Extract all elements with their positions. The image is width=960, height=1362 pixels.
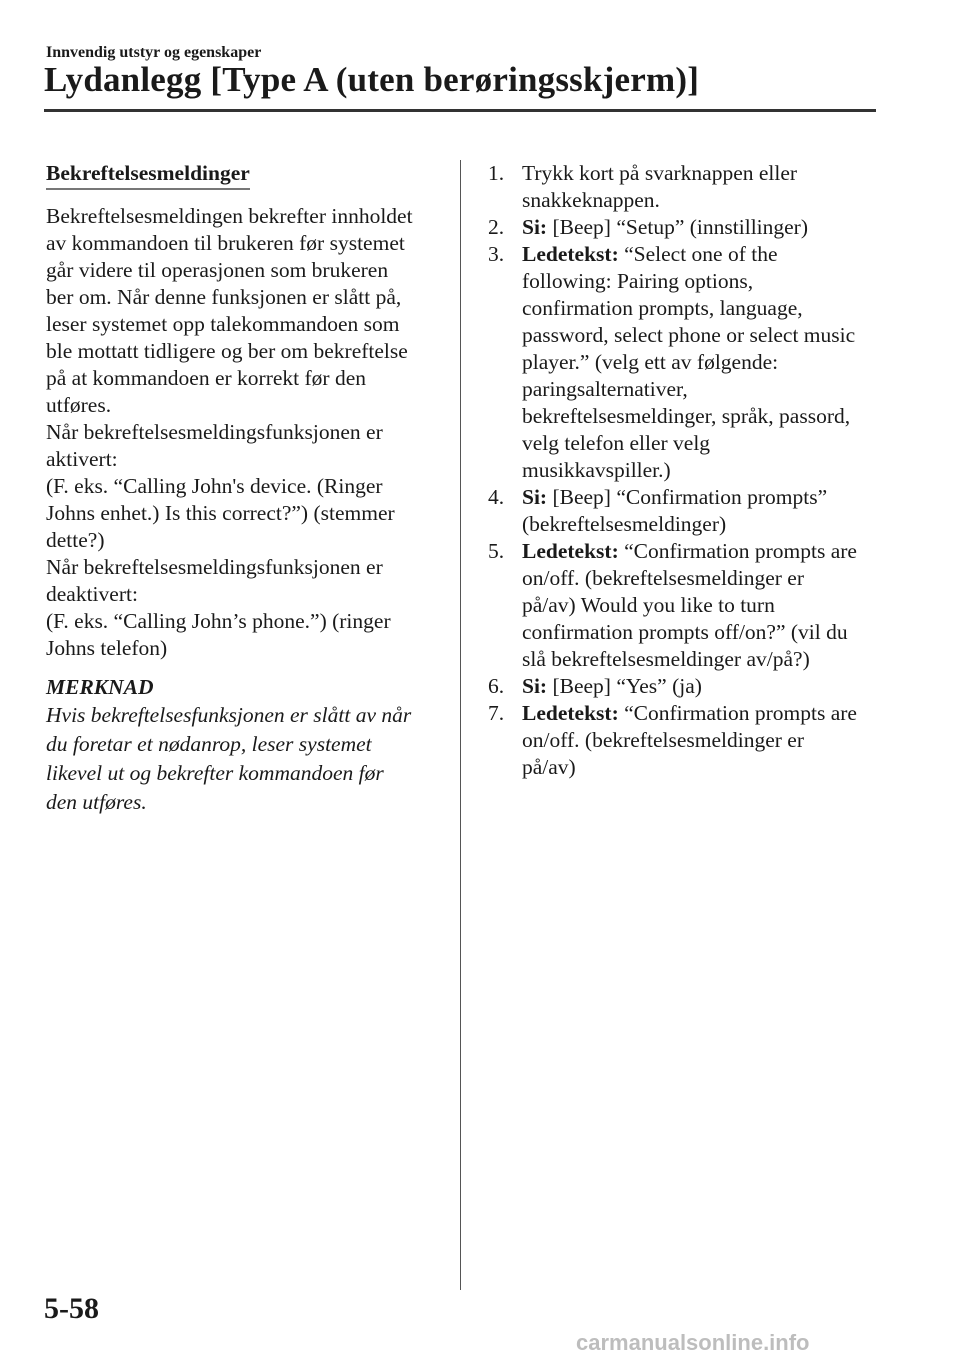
step-item [488, 484, 888, 538]
note-line: Hvis bekreftelsesfunksjonen er slått av når [46, 703, 412, 727]
step-text: “Select one of the [618, 242, 778, 266]
step-line: on/off. (bekreftelsesmeldinger er [522, 728, 804, 752]
step-first-line [522, 214, 888, 241]
section-label: Innvendig utstyr og egenskaper [46, 44, 262, 61]
step-line: confirmation prompts off/on?” (vil du [522, 620, 848, 644]
step-line: bekreftelsesmeldinger, språk, passord, [522, 404, 851, 428]
step-line: slå bekreftelsesmeldinger av/på?) [522, 647, 810, 671]
paragraph-line: (F. eks. “Calling John’s phone.”) (ringer [46, 609, 391, 633]
note-title: MERKNAD [46, 675, 154, 699]
page-title: Lydanlegg [Type A (uten berøringsskjerm)] [44, 60, 700, 99]
title-rule [44, 109, 876, 112]
body-paragraph [46, 203, 441, 662]
step-number: 2. [488, 215, 505, 239]
paragraph-line: går videre til operasjonen som brukeren [46, 258, 389, 282]
paragraph-line: på at kommandoen er korrekt før den [46, 366, 366, 390]
paragraph-line: Når bekreftelsesmeldingsfunksjonen er [46, 420, 383, 444]
paragraph-line: ber om. Når denne funksjonen er slått på, [46, 285, 402, 309]
paragraph-line: av kommandoen til brukeren før systemet [46, 231, 405, 255]
paragraph-line: deaktivert: [46, 582, 138, 606]
step-first-line [522, 538, 888, 565]
step-number: 3. [488, 242, 505, 266]
step-line: snakkeknappen. [522, 188, 660, 212]
step-keyword: Si: [522, 215, 548, 239]
step-line: på/av) Would you like to turn [522, 593, 775, 617]
step-text: “Confirmation prompts are [618, 539, 857, 563]
watermark: carmanualsonline.info [576, 1330, 810, 1355]
step-number: 1. [488, 161, 505, 185]
paragraph-line: ble mottatt tidligere og ber om bekreftelse [46, 339, 408, 363]
note-block [46, 674, 441, 817]
step-line: velg telefon eller velg [522, 431, 711, 455]
step-text: [Beep] “Setup” (innstillinger) [547, 215, 809, 239]
step-line: paringsalternativer, [522, 377, 688, 401]
column-divider [460, 160, 461, 1290]
step-first-line [522, 673, 888, 700]
paragraph-line: aktivert: [46, 447, 118, 471]
step-item [488, 673, 888, 700]
step-keyword: Si: [522, 485, 548, 509]
step-item [488, 538, 888, 673]
step-text: [Beep] “Confirmation prompts” [547, 485, 828, 509]
paragraph-line: Bekreftelsesmeldingen bekrefter innholdet [46, 204, 413, 228]
step-item [488, 700, 888, 781]
paragraph-line: leser systemet opp talekommandoen som [46, 312, 400, 336]
step-keyword: Si: [522, 674, 548, 698]
subheading: Bekreftelsesmeldinger [46, 160, 250, 190]
note-body [46, 701, 441, 817]
left-column [46, 160, 441, 817]
step-number: 5. [488, 539, 505, 563]
step-number: 7. [488, 701, 505, 725]
step-first-line [522, 700, 888, 727]
step-number: 4. [488, 485, 505, 509]
step-text: “Confirmation prompts are [618, 701, 857, 725]
paragraph-line: (F. eks. “Calling John's device. (Ringer [46, 474, 383, 498]
paragraph-line: utføres. [46, 393, 112, 417]
step-line: på/av) [522, 755, 576, 779]
step-number: 6. [488, 674, 505, 698]
step-list [488, 160, 888, 781]
note-line: den utføres. [46, 790, 147, 814]
step-first-line [522, 484, 888, 511]
step-item [488, 160, 888, 214]
step-item [488, 214, 888, 241]
paragraph-line: Johns telefon) [46, 636, 168, 660]
note-line: likevel ut og bekrefter kommandoen før [46, 761, 384, 785]
paragraph-line: dette?) [46, 528, 105, 552]
step-line: password, select phone or select music [522, 323, 856, 347]
step-keyword: Ledetekst: [522, 701, 619, 725]
step-first-line [522, 241, 888, 268]
step-text: Trykk kort på svarknappen eller [522, 161, 798, 185]
step-first-line [522, 160, 888, 187]
step-keyword: Ledetekst: [522, 242, 619, 266]
paragraph-line: Når bekreftelsesmeldingsfunksjonen er [46, 555, 383, 579]
step-line: (bekreftelsesmeldinger) [522, 512, 727, 536]
step-line: confirmation prompts, language, [522, 296, 803, 320]
step-line: player.” (velg ett av følgende: [522, 350, 779, 374]
step-keyword: Ledetekst: [522, 539, 619, 563]
step-line: on/off. (bekreftelsesmeldinger er [522, 566, 804, 590]
paragraph-line: Johns enhet.) Is this correct?”) (stemmer [46, 501, 395, 525]
step-line: following: Pairing options, [522, 269, 754, 293]
step-line: musikkavspiller.) [522, 458, 671, 482]
page-number: 5-58 [44, 1292, 99, 1325]
note-line: du foretar et nødanrop, leser systemet [46, 732, 372, 756]
step-item [488, 241, 888, 484]
step-text: [Beep] “Yes” (ja) [547, 674, 702, 698]
